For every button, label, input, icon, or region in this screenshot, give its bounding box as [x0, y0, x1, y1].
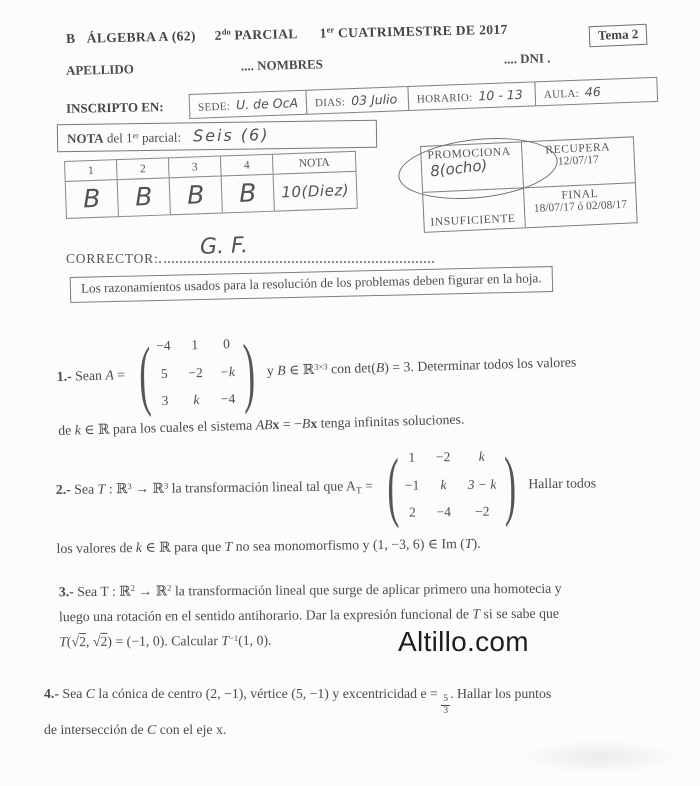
matrix-cell: 3	[161, 393, 169, 409]
matrix-cell: −k	[219, 363, 236, 379]
grade-values	[65, 174, 275, 219]
recupera-date: 12/07/17	[557, 153, 600, 168]
problem-3-line2: luego una rotación en el sentido antihorario. Dar la expresión funcional de T si se sabe que	[58, 605, 560, 625]
nota-parcial-text: NOTA del 1er parcial:	[66, 129, 182, 147]
matrix-cell: 3 − k	[467, 476, 497, 492]
inscripto-cell	[305, 86, 409, 115]
problem-2-lead: 2.- Sea T : ℝ$^3$ → ℝ$^3$ la transformación lineal tal que $A_T$ =	[55, 478, 374, 498]
inscripto-cell	[189, 90, 308, 119]
matrix-cell: −4	[156, 337, 171, 353]
final-label: FINAL	[561, 187, 599, 202]
tema-badge: Tema 2	[589, 24, 648, 48]
paren-left: (	[386, 441, 400, 529]
inscripto-boxes	[190, 77, 659, 119]
corrector-label: CORRECTOR:	[66, 251, 159, 266]
grade-header-cell: 1	[64, 159, 118, 182]
problem-2-row	[55, 436, 691, 536]
instruction-box: Los razonamientos usados para la resolución de los problemas deben figurar en la hoja.	[70, 266, 553, 303]
problem-1-line2: de k ∈ ℝ para los cuales el sistema ABx = −Bx tenga infinitas soluciones.	[58, 411, 465, 438]
promociona-handwritten: 8(ocho)	[429, 156, 489, 181]
recupera-label: RECUPERA	[545, 141, 611, 157]
final-cell	[523, 182, 637, 227]
matrix-cell: −2	[475, 504, 490, 520]
problem-2-matrix	[381, 438, 519, 532]
insuficiente-cell	[423, 187, 525, 231]
nota-parcial-handwritten: Seis (6)	[192, 125, 270, 146]
inscripto-cell-label: HORARIO:	[416, 91, 473, 106]
matrix-cell: −2	[188, 364, 203, 380]
inscripto-cell-handwritten-value: 10 - 13	[478, 86, 523, 104]
final-date: 18/07/17 ó 02/08/17	[533, 198, 628, 215]
inscripto-cell-handwritten-value: 03 Julio	[350, 91, 398, 109]
problem-1-lead: 1.- Sean A =	[56, 367, 126, 385]
problem-2-line2: los valores de k ∈ ℝ para que T no sea monomorfismo y (1, −3, 6) ∈ Im (T).	[56, 535, 481, 556]
problem-4-line2: de intersección de C con el eje x.	[44, 721, 227, 737]
problem-4	[44, 681, 689, 743]
problem-2-after: Hallar todos	[528, 475, 597, 492]
corrector-handwritten: G. F.	[199, 233, 249, 260]
inscripto-cell	[534, 77, 658, 106]
inscripto-cell	[407, 81, 536, 111]
paren-right: )	[504, 440, 518, 528]
matrix-cell: −2	[435, 448, 451, 464]
problem-1	[55, 314, 683, 442]
grade-header-cell: 2	[116, 157, 170, 180]
problem-3	[59, 575, 695, 655]
grade-header-cell: 4	[220, 154, 274, 177]
matrix-cell: k	[440, 476, 447, 492]
dni-label: .... DNI .	[503, 50, 551, 67]
inscripto-cell-handwritten-value: U. de OcA	[235, 95, 299, 113]
grade-header-cell: NOTA	[272, 151, 357, 175]
problem-1-matrix	[133, 325, 259, 420]
paren-left: (	[138, 330, 153, 418]
matrix-cell: k	[193, 392, 200, 408]
inscripto-cell-label: AULA:	[543, 87, 580, 102]
matrix-cell: k	[478, 448, 485, 464]
grade-value-cell: B	[221, 174, 275, 214]
problem-2	[55, 436, 691, 559]
problem-3-line3: T(√2, √2) = (−1, 0). Calcular $T^{-1}(1$, 0).	[59, 632, 272, 650]
corrector-row	[66, 249, 434, 267]
matrix-cell: −4	[436, 504, 452, 520]
matrix-cell: −4	[220, 391, 236, 407]
grade-value-cell: B	[65, 179, 119, 219]
problem-4-line1: 4.- Sea C la cónica de centro (2, −1), vértice (5, −1) y excentricidad e = $\frac{5}{3}$ . Hallar los puntos	[44, 686, 552, 716]
matrix-cell: −1	[404, 477, 420, 493]
recupera-cell	[521, 137, 635, 187]
grade-value-cell: B	[169, 176, 223, 216]
grade-value-cell: B	[117, 177, 171, 217]
inscripto-label: INSCRIPTO EN:	[65, 99, 164, 116]
identity-row	[66, 48, 646, 79]
apellido-label: APELLIDO	[65, 61, 135, 78]
problem-3-line1: 3.- Sea T : ℝ$^2$ → ℝ$^2$ la transformación lineal que surge de aplicar primero una homotecia y	[58, 580, 562, 600]
matrix-cell: 0	[222, 335, 231, 351]
problem-1-after: y B ∈ ℝ$^{3\times 3}$ con det(B) = 3. Determinar todos los valores	[266, 354, 577, 379]
altillo-watermark: Altillo.com	[398, 626, 529, 657]
promociona-cell	[421, 142, 523, 191]
grade-nota-cell: 10(Diez)	[273, 171, 358, 212]
nombres-label: .... NOMBRES	[240, 56, 324, 74]
matrix-cell: 2	[408, 505, 416, 521]
matrix-cell: 1	[408, 449, 416, 465]
matrix-cell: 1	[191, 336, 199, 352]
inscripto-cell-label: SEDE:	[197, 100, 231, 114]
results-box	[420, 136, 638, 233]
insuficiente-label: INSUFICIENTE	[430, 212, 516, 229]
matrix-grid	[153, 334, 239, 413]
exam-title: B ÁLGEBRA A (62) $2^{do}$ PARCIAL 1er CUATRIMESTRE DE 2017	[65, 21, 508, 46]
matrix-grid	[401, 446, 499, 524]
promociona-label: PROMOCIONA	[427, 145, 511, 162]
paren-right: )	[242, 327, 257, 415]
nota-parcial-box	[57, 120, 377, 152]
inscripto-cell-handwritten-value: 46	[584, 83, 602, 100]
grade-header-cell: 3	[168, 156, 222, 179]
inscripto-cell-label: DIAS:	[314, 96, 346, 110]
matrix-cell: 5	[160, 365, 168, 381]
scan-smudge	[520, 740, 680, 774]
grades-table	[64, 151, 358, 219]
